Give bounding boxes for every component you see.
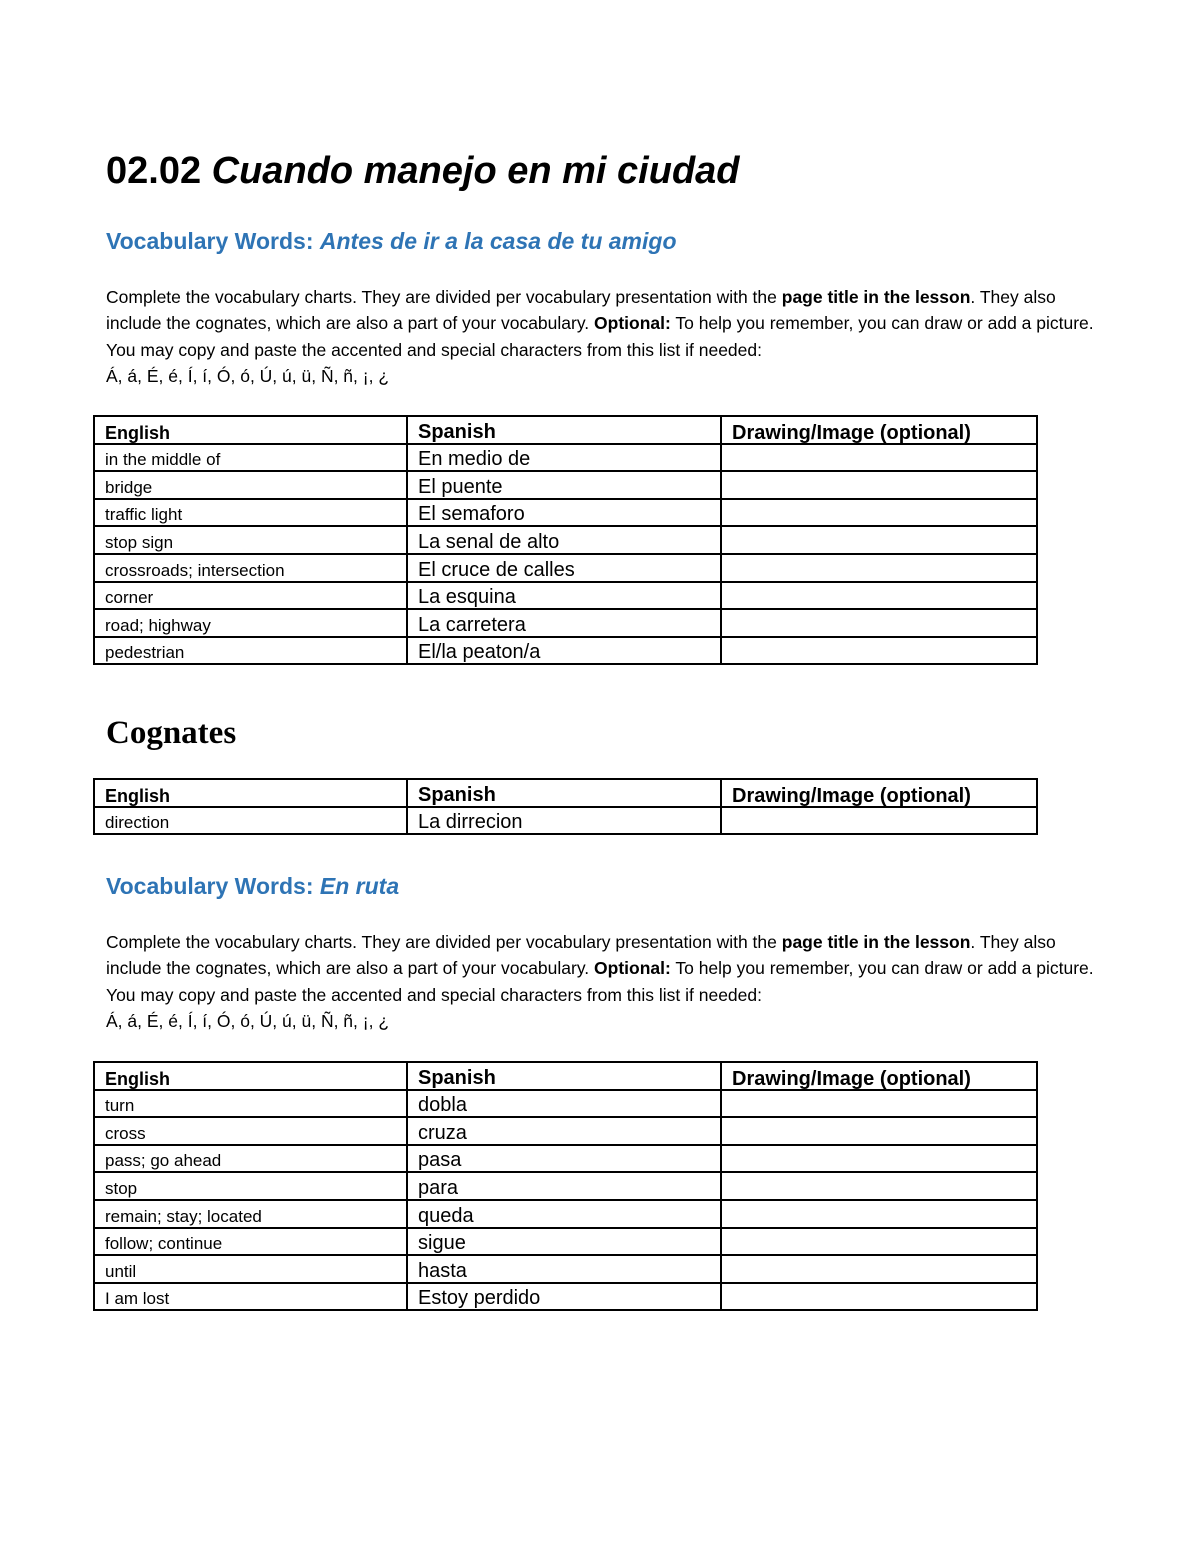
vocab-table-antes <box>93 415 1038 665</box>
table-header-row <box>94 779 1037 807</box>
instructions-paragraph: Complete the vocabulary charts. They are divided per vocabulary presentation with the page title in the lesson. They also include the cognates, which are also a part of your vocabulary. Optional: To help you remember, you can draw or add a picture. You may copy and paste the accented and special characters from this list if needed: Á, á, É, é, Í, í, Ó, ó, Ú, ú, ü, Ñ, ñ, ¡, ¿ <box>106 284 1096 389</box>
special-characters[interactable]: Á, á, É, é, Í, í, Ó, ó, Ú, ú, ü, Ñ, ñ, ¡, ¿ <box>106 1010 390 1031</box>
table-row <box>94 499 1037 527</box>
drawing-cell[interactable] <box>721 609 1037 637</box>
table-row <box>94 1228 1037 1256</box>
english-cell: cross <box>94 1117 407 1145</box>
english-cell: corner <box>94 582 407 610</box>
spanish-cell[interactable]: La dirrecion <box>407 807 721 835</box>
section-heading-antes: Vocabulary Words: Antes de ir a la casa de tu amigo <box>106 228 677 254</box>
english-cell: follow; continue <box>94 1228 407 1256</box>
table-row <box>94 1172 1037 1200</box>
drawing-cell[interactable] <box>721 1172 1037 1200</box>
spanish-cell[interactable]: cruza <box>407 1117 721 1145</box>
section-name: En ruta <box>319 873 400 899</box>
english-cell: I am lost <box>94 1283 407 1311</box>
spanish-cell[interactable]: Estoy perdido <box>407 1283 721 1311</box>
drawing-cell[interactable] <box>721 1283 1037 1311</box>
header-english: English <box>94 1062 407 1090</box>
english-cell: remain; stay; located <box>94 1200 407 1228</box>
table-row <box>94 444 1037 472</box>
drawing-cell[interactable] <box>721 471 1037 499</box>
cognates-heading: Cognates <box>106 715 237 751</box>
spanish-cell[interactable]: En medio de <box>407 444 721 472</box>
table-row <box>94 1145 1037 1173</box>
title-number: 02.02 <box>106 150 202 192</box>
english-cell: pass; go ahead <box>94 1145 407 1173</box>
spanish-cell[interactable]: queda <box>407 1200 721 1228</box>
spanish-cell[interactable]: El semaforo <box>407 499 721 527</box>
english-cell: pedestrian <box>94 637 407 665</box>
drawing-cell[interactable] <box>721 554 1037 582</box>
vocab-table-cognates <box>93 778 1038 835</box>
english-cell: traffic light <box>94 499 407 527</box>
drawing-cell[interactable] <box>721 1228 1037 1256</box>
drawing-cell[interactable] <box>721 1200 1037 1228</box>
table-row <box>94 582 1037 610</box>
instructions-paragraph: Complete the vocabulary charts. They are divided per vocabulary presentation with the page title in the lesson. They also include the cognates, which are also a part of your vocabulary. Optional: To help you remember, you can draw or add a picture. You may copy and paste the accented and special characters from this list if needed: Á, á, É, é, Í, í, Ó, ó, Ú, ú, ü, Ñ, ñ, ¡, ¿ <box>106 929 1096 1034</box>
header-drawing: Drawing/Image (optional) <box>721 416 1037 444</box>
table-row <box>94 1283 1037 1311</box>
table-row <box>94 637 1037 665</box>
spanish-cell[interactable]: La esquina <box>407 582 721 610</box>
spanish-cell[interactable]: para <box>407 1172 721 1200</box>
header-spanish: Spanish <box>407 1062 721 1090</box>
spanish-cell[interactable]: La carretera <box>407 609 721 637</box>
drawing-cell[interactable] <box>721 499 1037 527</box>
page-title <box>106 145 740 197</box>
spanish-cell[interactable]: El puente <box>407 471 721 499</box>
table-row <box>94 609 1037 637</box>
english-cell: turn <box>94 1090 407 1118</box>
title-text: Cuando manejo en mi ciudad <box>211 150 740 192</box>
spanish-cell[interactable]: sigue <box>407 1228 721 1256</box>
table-row <box>94 554 1037 582</box>
table-row <box>94 1090 1037 1118</box>
header-spanish: Spanish <box>407 779 721 807</box>
english-cell: bridge <box>94 471 407 499</box>
section-name: Antes de ir a la casa de tu amigo <box>319 228 677 254</box>
table-row <box>94 526 1037 554</box>
spanish-cell[interactable]: El cruce de calles <box>407 554 721 582</box>
vocab-table-en-ruta <box>93 1061 1038 1311</box>
header-drawing: Drawing/Image (optional) <box>721 1062 1037 1090</box>
english-cell: road; highway <box>94 609 407 637</box>
spanish-cell[interactable]: El/la peaton/a <box>407 637 721 665</box>
spanish-cell[interactable]: hasta <box>407 1255 721 1283</box>
special-characters[interactable]: Á, á, É, é, Í, í, Ó, ó, Ú, ú, ü, Ñ, ñ, ¡, ¿ <box>106 365 390 386</box>
english-cell: until <box>94 1255 407 1283</box>
drawing-cell[interactable] <box>721 1090 1037 1118</box>
header-drawing: Drawing/Image (optional) <box>721 779 1037 807</box>
table-row <box>94 1200 1037 1228</box>
drawing-cell[interactable] <box>721 637 1037 665</box>
table-row <box>94 1255 1037 1283</box>
spanish-cell[interactable]: dobla <box>407 1090 721 1118</box>
spanish-cell[interactable]: La senal de alto <box>407 526 721 554</box>
spanish-cell[interactable]: pasa <box>407 1145 721 1173</box>
drawing-cell[interactable] <box>721 1255 1037 1283</box>
header-spanish: Spanish <box>407 416 721 444</box>
english-cell: in the middle of <box>94 444 407 472</box>
english-cell: direction <box>94 807 407 835</box>
drawing-cell[interactable] <box>721 807 1037 835</box>
drawing-cell[interactable] <box>721 1117 1037 1145</box>
drawing-cell[interactable] <box>721 526 1037 554</box>
english-cell: crossroads; intersection <box>94 554 407 582</box>
header-english: English <box>94 416 407 444</box>
drawing-cell[interactable] <box>721 444 1037 472</box>
table-header-row <box>94 1062 1037 1090</box>
table-row <box>94 807 1037 835</box>
table-row <box>94 1117 1037 1145</box>
table-row <box>94 471 1037 499</box>
drawing-cell[interactable] <box>721 1145 1037 1173</box>
table-header-row <box>94 416 1037 444</box>
english-cell: stop <box>94 1172 407 1200</box>
drawing-cell[interactable] <box>721 582 1037 610</box>
english-cell: stop sign <box>94 526 407 554</box>
header-english: English <box>94 779 407 807</box>
section-heading-en-ruta: Vocabulary Words: En ruta <box>106 873 400 899</box>
